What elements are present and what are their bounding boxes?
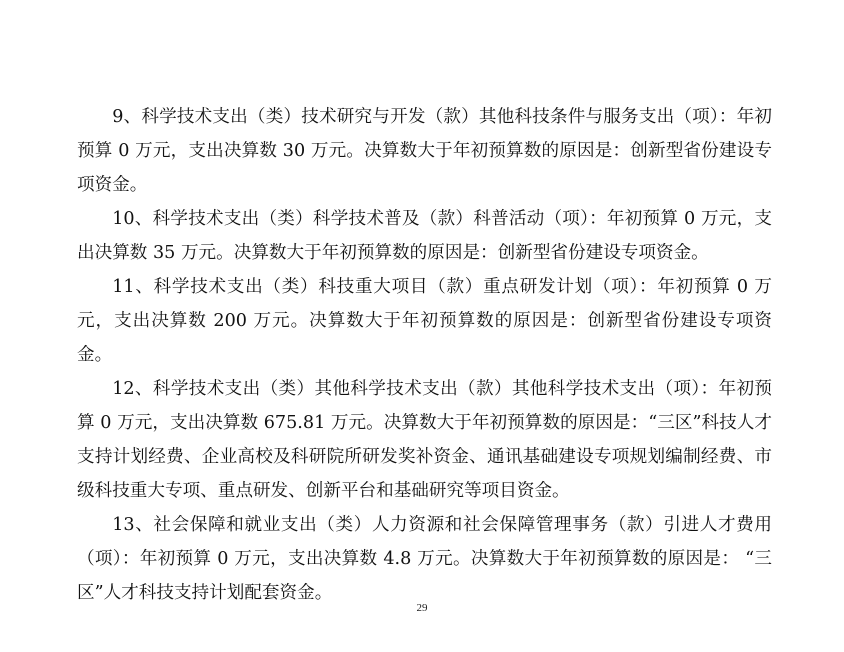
paragraph-item-12: 12、科学技术支出（类）其他科学技术支出（款）其他科学技术支出（项）：年初预算 0 万元，支出决算数 675.81 万元。决算数大于年初预算数的原因是：“三区”科技人才支持计划经费、企业高校及科研院所研发奖补资金、通讯基础建设专项规划编制经费、市级科技重大专项、重点研发、创新平台和基础研究等项目资金。 [77,379,772,501]
page-number: 29 [416,602,428,614]
paragraph-item-10: 10、科学技术支出（类）科学技术普及（款）科普活动（项）：年初预算 0 万元，支出决算数 35 万元。决算数大于年初预算数的原因是：创新型省份建设专项资金。 [77,209,772,263]
document-body [77,100,772,610]
paragraph-item-9: 9、科学技术支出（类）技术研究与开发（款）其他科技条件与服务支出（项）：年初预算 0 万元，支出决算数 30 万元。决算数大于年初预算数的原因是：创新型省份建设专项资金。 [77,107,772,195]
paragraph-item-11: 11、科学技术支出（类）科技重大项目（款）重点研发计划（项）：年初预算 0 万元，支出决算数 200 万元。决算数大于年初预算数的原因是：创新型省份建设专项资金。 [77,277,772,365]
paragraph-item-13: 13、社会保障和就业支出（类）人力资源和社会保障管理事务（款）引进人才费用（项）：年初预算 0 万元，支出决算数 4.8 万元。决算数大于年初预算数的原因是： “三区”人才科技支持计划配套资金。 [77,515,772,603]
